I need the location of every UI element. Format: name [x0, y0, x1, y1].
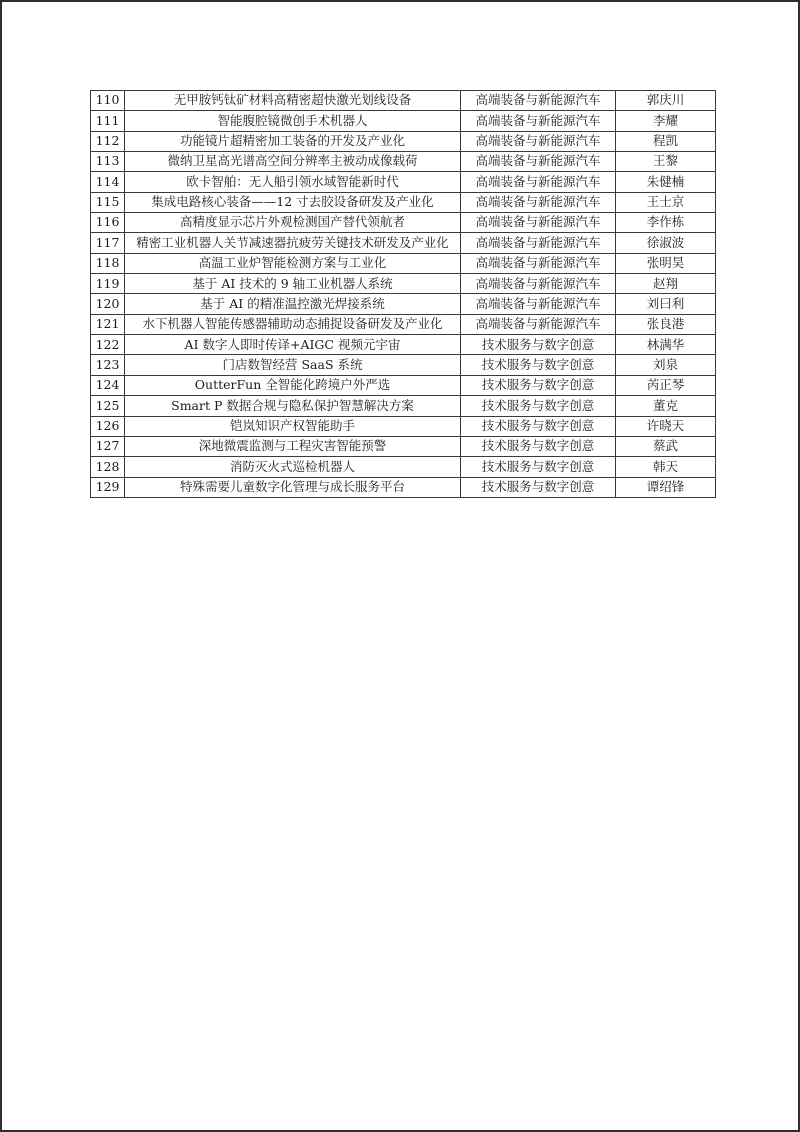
project-name-cell: OutterFun 全智能化跨境户外严选: [125, 375, 461, 395]
person-name-cell: 程凯: [616, 131, 716, 151]
row-number-cell: 117: [91, 233, 125, 253]
person-name-cell: 芮正琴: [616, 375, 716, 395]
projects-table-body: [91, 91, 716, 498]
project-name-cell: AI 数字人即时传译+AIGC 视频元宇宙: [125, 335, 461, 355]
category-cell: 技术服务与数字创意: [461, 375, 616, 395]
row-number-cell: 123: [91, 355, 125, 375]
category-cell: 技术服务与数字创意: [461, 477, 616, 497]
row-number-cell: 126: [91, 416, 125, 436]
category-cell: 技术服务与数字创意: [461, 355, 616, 375]
project-name-cell: 无甲胺钙钛矿材料高精密超快激光划线设备: [125, 91, 461, 111]
row-number-cell: 118: [91, 253, 125, 273]
table-row: [91, 294, 716, 314]
person-name-cell: 赵翔: [616, 274, 716, 294]
category-cell: 技术服务与数字创意: [461, 416, 616, 436]
table-row: [91, 274, 716, 294]
project-name-cell: 门店数智经营 SaaS 系统: [125, 355, 461, 375]
category-cell: 高端装备与新能源汽车: [461, 253, 616, 273]
row-number-cell: 125: [91, 396, 125, 416]
person-name-cell: 王黎: [616, 152, 716, 172]
project-name-cell: 消防灭火式巡检机器人: [125, 457, 461, 477]
row-number-cell: 119: [91, 274, 125, 294]
person-name-cell: 谭绍锋: [616, 477, 716, 497]
person-name-cell: 刘泉: [616, 355, 716, 375]
project-name-cell: 特殊需要儿童数字化管理与成长服务平台: [125, 477, 461, 497]
table-row: [91, 355, 716, 375]
project-name-cell: Smart P 数据合规与隐私保护智慧解决方案: [125, 396, 461, 416]
person-name-cell: 李耀: [616, 111, 716, 131]
person-name-cell: 郭庆川: [616, 91, 716, 111]
category-cell: 高端装备与新能源汽车: [461, 111, 616, 131]
person-name-cell: 王士京: [616, 192, 716, 212]
person-name-cell: 李作栋: [616, 213, 716, 233]
table-row: [91, 152, 716, 172]
project-name-cell: 集成电路核心装备——12 寸去胶设备研发及产业化: [125, 192, 461, 212]
table-row: [91, 416, 716, 436]
person-name-cell: 韩天: [616, 457, 716, 477]
person-name-cell: 刘曰利: [616, 294, 716, 314]
person-name-cell: 朱健楠: [616, 172, 716, 192]
project-name-cell: 水下机器人智能传感器辅助动态捕捉设备研发及产业化: [125, 314, 461, 334]
category-cell: 高端装备与新能源汽车: [461, 314, 616, 334]
person-name-cell: 蔡武: [616, 436, 716, 456]
project-name-cell: 精密工业机器人关节减速器抗疲劳关键技术研发及产业化: [125, 233, 461, 253]
row-number-cell: 114: [91, 172, 125, 192]
table-row: [91, 131, 716, 151]
category-cell: 高端装备与新能源汽车: [461, 172, 616, 192]
project-name-cell: 高温工业炉智能检测方案与工业化: [125, 253, 461, 273]
row-number-cell: 112: [91, 131, 125, 151]
category-cell: 高端装备与新能源汽车: [461, 192, 616, 212]
row-number-cell: 113: [91, 152, 125, 172]
category-cell: 高端装备与新能源汽车: [461, 131, 616, 151]
table-row: [91, 436, 716, 456]
project-name-cell: 铠岚知识产权智能助手: [125, 416, 461, 436]
person-name-cell: 许晓天: [616, 416, 716, 436]
row-number-cell: 120: [91, 294, 125, 314]
table-row: [91, 213, 716, 233]
project-name-cell: 深地微震监测与工程灾害智能预警: [125, 436, 461, 456]
table-row: [91, 314, 716, 334]
category-cell: 技术服务与数字创意: [461, 457, 616, 477]
category-cell: 技术服务与数字创意: [461, 396, 616, 416]
table-row: [91, 253, 716, 273]
category-cell: 高端装备与新能源汽车: [461, 294, 616, 314]
row-number-cell: 122: [91, 335, 125, 355]
table-row: [91, 192, 716, 212]
project-name-cell: 基于 AI 的精准温控激光焊接系统: [125, 294, 461, 314]
row-number-cell: 111: [91, 111, 125, 131]
table-row: [91, 477, 716, 497]
projects-table: [90, 90, 716, 498]
table-row: [91, 396, 716, 416]
project-name-cell: 微纳卫星高光谱高空间分辨率主被动成像载荷: [125, 152, 461, 172]
person-name-cell: 徐淑波: [616, 233, 716, 253]
table-row: [91, 172, 716, 192]
category-cell: 高端装备与新能源汽车: [461, 152, 616, 172]
row-number-cell: 127: [91, 436, 125, 456]
table-row: [91, 111, 716, 131]
table-row: [91, 457, 716, 477]
person-name-cell: 张明昊: [616, 253, 716, 273]
person-name-cell: 林满华: [616, 335, 716, 355]
row-number-cell: 124: [91, 375, 125, 395]
row-number-cell: 121: [91, 314, 125, 334]
category-cell: 技术服务与数字创意: [461, 335, 616, 355]
row-number-cell: 116: [91, 213, 125, 233]
row-number-cell: 129: [91, 477, 125, 497]
category-cell: 技术服务与数字创意: [461, 436, 616, 456]
category-cell: 高端装备与新能源汽车: [461, 91, 616, 111]
table-row: [91, 375, 716, 395]
project-name-cell: 智能腹腔镜微创手术机器人: [125, 111, 461, 131]
table-row: [91, 233, 716, 253]
row-number-cell: 110: [91, 91, 125, 111]
person-name-cell: 张良港: [616, 314, 716, 334]
category-cell: 高端装备与新能源汽车: [461, 213, 616, 233]
category-cell: 高端装备与新能源汽车: [461, 274, 616, 294]
table-row: [91, 335, 716, 355]
project-name-cell: 基于 AI 技术的 9 轴工业机器人系统: [125, 274, 461, 294]
project-name-cell: 欧卡智舶：无人船引领水域智能新时代: [125, 172, 461, 192]
person-name-cell: 董克: [616, 396, 716, 416]
row-number-cell: 115: [91, 192, 125, 212]
project-name-cell: 高精度显示芯片外观检测国产替代领航者: [125, 213, 461, 233]
project-name-cell: 功能镜片超精密加工装备的开发及产业化: [125, 131, 461, 151]
table-row: [91, 91, 716, 111]
row-number-cell: 128: [91, 457, 125, 477]
category-cell: 高端装备与新能源汽车: [461, 233, 616, 253]
